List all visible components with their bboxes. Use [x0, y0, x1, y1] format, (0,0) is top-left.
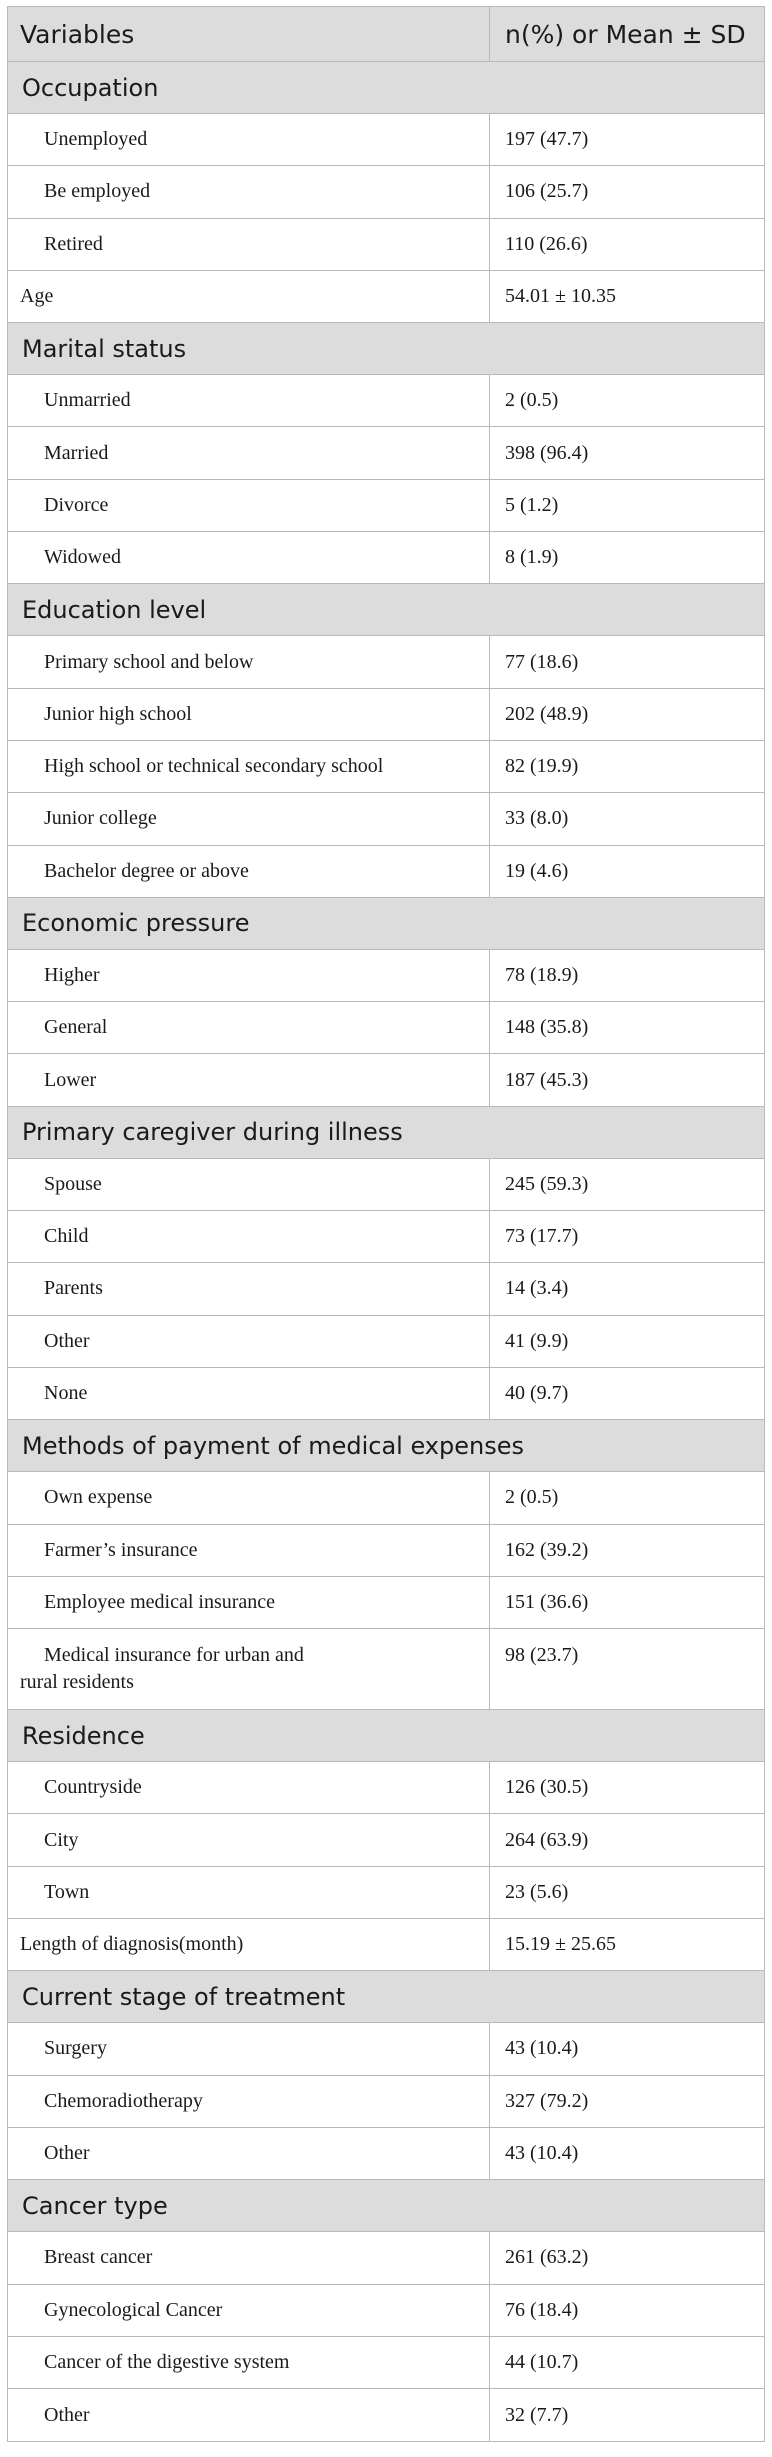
variable-label: Gynecological Cancer: [8, 2285, 490, 2336]
label-line-1: Medical insurance for urban and: [44, 1644, 304, 1667]
section-row: [8, 1971, 764, 2023]
variable-value: 398 (96.4): [505, 441, 589, 464]
variable-label: Other: [8, 2128, 490, 2179]
table-row: [8, 2232, 764, 2284]
variable-label: None: [8, 1368, 490, 1419]
variable-value: 15.19 ± 25.65: [505, 1933, 616, 1956]
table-row-age: [8, 271, 764, 323]
section-title: Economic pressure: [22, 909, 250, 938]
table-row: [8, 2128, 764, 2180]
variable-label: Bachelor degree or above: [8, 846, 490, 897]
table-row-diagnosis: [8, 1919, 764, 1971]
variable-value: 44 (10.7): [505, 2350, 579, 2373]
section-row: [8, 898, 764, 950]
variable-label: Retired: [8, 219, 490, 270]
header-statistic: n(%) or Mean ± SD: [505, 19, 746, 49]
variable-value: 98 (23.7): [505, 1644, 579, 1667]
variable-value: 19 (4.6): [505, 859, 569, 882]
variable-label: Age: [8, 271, 490, 322]
table-row: [8, 1368, 764, 1420]
variable-label: Junior high school: [8, 689, 490, 740]
table-row: [8, 793, 764, 845]
variable-label: Breast cancer: [8, 2232, 490, 2283]
demographics-table: [7, 6, 765, 2442]
section-row: [8, 1710, 764, 1762]
table-row: [8, 2285, 764, 2337]
table-row: [8, 1159, 764, 1211]
table-row: [8, 1211, 764, 1263]
table-row: [8, 741, 764, 793]
variable-label: Other: [8, 1316, 490, 1367]
table-row: [8, 636, 764, 688]
variable-label: Unmarried: [8, 375, 490, 426]
variable-value: 32 (7.7): [505, 2403, 569, 2426]
variable-value: 43 (10.4): [505, 2037, 579, 2060]
variable-label: Length of diagnosis(month): [8, 1919, 490, 1970]
table-row: [8, 219, 764, 271]
table-row: [8, 427, 764, 479]
variable-value: 40 (9.7): [505, 1382, 569, 1405]
table-row: [8, 1002, 764, 1054]
table-row: [8, 2389, 764, 2441]
section-title: Marital status: [22, 334, 187, 363]
section-row: [8, 1420, 764, 1472]
table-row: [8, 1629, 764, 1710]
section-row: [8, 2180, 764, 2232]
variable-value: 126 (30.5): [505, 1776, 589, 1799]
variable-label: Higher: [8, 950, 490, 1001]
table-row: [8, 166, 764, 218]
variable-value: 73 (17.7): [505, 1225, 579, 1248]
variable-label: Cancer of the digestive system: [8, 2337, 490, 2388]
section-title: Residence: [22, 1721, 145, 1750]
variable-label: Child: [8, 1211, 490, 1262]
variable-label: Unemployed: [8, 114, 490, 165]
table-row: [8, 1525, 764, 1577]
variable-value: 33 (8.0): [505, 807, 569, 830]
table-header-row: [8, 7, 764, 62]
variable-label: Town: [8, 1867, 490, 1918]
variable-label: Countryside: [8, 1762, 490, 1813]
table-row: [8, 480, 764, 532]
variable-label: Divorce: [8, 480, 490, 531]
variable-value: 264 (63.9): [505, 1828, 589, 1851]
section-row: [8, 62, 764, 114]
table-row: [8, 689, 764, 741]
variable-value: 82 (19.9): [505, 755, 579, 778]
variable-value: 76 (18.4): [505, 2298, 579, 2321]
variable-value: 41 (9.9): [505, 1329, 569, 1352]
section-title: Education level: [22, 595, 207, 624]
variable-value: 5 (1.2): [505, 493, 559, 516]
variable-value: 245 (59.3): [505, 1172, 589, 1195]
variable-label: General: [8, 1002, 490, 1053]
variable-label: Parents: [8, 1263, 490, 1314]
table-row: [8, 375, 764, 427]
variable-value: 8 (1.9): [505, 546, 559, 569]
table-row: [8, 2023, 764, 2075]
variable-value: 77 (18.6): [505, 650, 579, 673]
variable-label: City: [8, 1814, 490, 1865]
variable-value: 202 (48.9): [505, 702, 589, 725]
table-row: [8, 1867, 764, 1919]
table-row: [8, 1263, 764, 1315]
variable-value: 2 (0.5): [505, 389, 559, 412]
section-title: Methods of payment of medical expenses: [22, 1431, 524, 1460]
section-title: Current stage of treatment: [22, 1982, 346, 2011]
table-row: [8, 1054, 764, 1106]
section-title: Cancer type: [22, 2191, 168, 2220]
table-row: [8, 2076, 764, 2128]
variable-label: Primary school and below: [8, 636, 490, 687]
variable-value: 106 (25.7): [505, 180, 589, 203]
variable-value: 261 (63.2): [505, 2246, 589, 2269]
variable-value: 162 (39.2): [505, 1538, 589, 1561]
table-row: [8, 2337, 764, 2389]
table-row: [8, 114, 764, 166]
variable-value: 110 (26.6): [505, 232, 588, 255]
table-row: [8, 1472, 764, 1524]
variable-value: 151 (36.6): [505, 1590, 589, 1613]
variable-value: 43 (10.4): [505, 2142, 579, 2165]
variable-value: 148 (35.8): [505, 1016, 589, 1039]
variable-label: Farmer’s insurance: [8, 1525, 490, 1576]
variable-value: 187 (45.3): [505, 1068, 589, 1091]
section-title: Primary caregiver during illness: [22, 1118, 403, 1147]
table-row: [8, 532, 764, 584]
variable-label: Widowed: [8, 532, 490, 583]
variable-value: 78 (18.9): [505, 964, 579, 986]
section-row: [8, 1107, 764, 1159]
variable-label: Junior college: [8, 793, 490, 844]
variable-label: Lower: [8, 1054, 490, 1105]
variable-label: [8, 1629, 490, 1709]
variable-label: High school or technical secondary school: [8, 741, 490, 792]
table-row: [8, 1814, 764, 1866]
variable-value: 14 (3.4): [505, 1277, 569, 1300]
variable-value: 197 (47.7): [505, 128, 589, 151]
section-row: [8, 323, 764, 375]
table-row: [8, 846, 764, 898]
section-row: [8, 584, 764, 636]
label-line-2: rural residents: [20, 1671, 134, 1694]
variable-label: Other: [8, 2389, 490, 2441]
variable-label: Married: [8, 427, 490, 478]
table-row: [8, 1577, 764, 1629]
variable-label: Be employed: [8, 166, 490, 217]
header-variables: Variables: [8, 7, 490, 61]
variable-label: Spouse: [8, 1159, 490, 1210]
table-row: [8, 1762, 764, 1814]
variable-label: Own expense: [8, 1472, 490, 1523]
table-row: [8, 950, 764, 1002]
variable-label: Employee medical insurance: [8, 1577, 490, 1628]
section-title: Occupation: [22, 73, 159, 102]
variable-value: 54.01 ± 10.35: [505, 285, 616, 308]
variable-label: Surgery: [8, 2023, 490, 2074]
wrapped-label: [20, 1642, 304, 1696]
variable-value: 2 (0.5): [505, 1486, 559, 1509]
variable-value: 327 (79.2): [505, 2089, 589, 2112]
variable-label: Chemoradiotherapy: [8, 2076, 490, 2127]
table-row: [8, 1316, 764, 1368]
variable-value: 23 (5.6): [505, 1880, 569, 1903]
